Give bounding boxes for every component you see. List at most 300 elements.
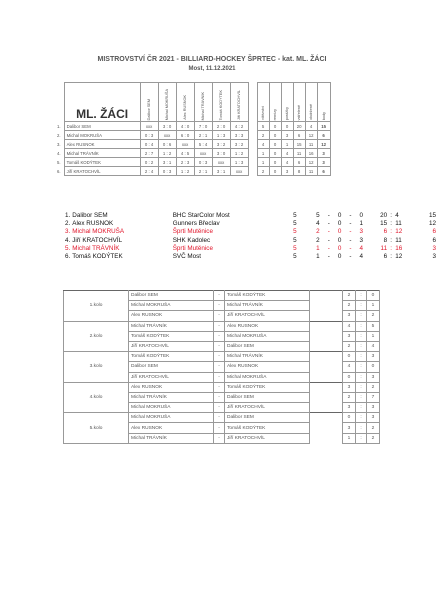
standings-goals-against: 11 [395, 236, 402, 244]
cross-result-cell: 2 : 7 [140, 149, 158, 158]
cross-gap [248, 122, 257, 131]
cross-result-cell: xxx [230, 167, 248, 176]
cross-stat-cell: 4 [281, 158, 293, 167]
standings-row [56, 236, 436, 244]
standings-dash: - [349, 211, 352, 219]
cross-col-head-text: Alex RUSNOK [183, 95, 188, 120]
standings-draws: 0 [337, 236, 342, 244]
cross-result-cell: 4 : 2 [230, 122, 248, 131]
cross-row-number: 3. [57, 141, 61, 147]
cross-stat-head-text: remízy [273, 108, 278, 120]
standings-row [56, 252, 436, 260]
match-dash: - [214, 291, 225, 301]
match-score-home: 1 [343, 433, 356, 443]
match-score-separator: : [356, 382, 367, 392]
match-score-separator: : [356, 362, 367, 372]
standings-goals-against: 12 [395, 228, 403, 236]
cross-col-head-text: Jiří KRATOCHVÍL [237, 89, 242, 120]
cross-result-cell: xxx [140, 122, 158, 131]
match-score-away: 0 [367, 362, 380, 372]
match-player-home: Dalibor SEM [129, 291, 214, 301]
match-spacer [310, 321, 343, 331]
match-spacer [310, 311, 343, 321]
standings-team: Šprti Mutěnice [172, 228, 213, 236]
cross-result-cell: 1 : 3 [212, 131, 230, 140]
cross-result-cell: 1 : 2 [230, 149, 248, 158]
standings-colon: : [390, 244, 393, 252]
cross-result-cell: 0 : 4 [140, 140, 158, 149]
cross-stat-cell: 12 [305, 158, 317, 167]
standings-goals-for: 15 [380, 219, 388, 227]
match-dash: - [214, 362, 225, 372]
match-score-home: 3 [343, 331, 356, 341]
match-score-separator: : [356, 423, 367, 433]
standings-losses: 0 [359, 211, 364, 219]
cross-row-number: 5. [57, 159, 61, 165]
cross-stat-cell: 0 [269, 131, 281, 140]
match-player-home: Dalibor SEM [129, 362, 214, 372]
cross-row [56, 140, 330, 149]
cross-result-cell: 1 : 2 [158, 149, 176, 158]
standings-dash: - [349, 244, 352, 252]
match-score-away: 2 [367, 382, 380, 392]
match-score-home: 3 [343, 423, 356, 433]
round-label: 3.kolo [64, 352, 129, 383]
standings-losses: 3 [359, 228, 364, 236]
standings-games: 5 [293, 253, 297, 261]
cross-result-cell: 7 : 0 [194, 122, 212, 131]
cross-row-number: 1. [57, 123, 61, 129]
match-score-separator: : [356, 291, 367, 301]
cross-stat-head [293, 83, 305, 122]
schedule-row [64, 382, 380, 392]
match-score-separator: : [356, 352, 367, 362]
match-score-separator: : [356, 341, 367, 351]
match-spacer [310, 423, 343, 433]
standings-colon: : [390, 211, 393, 219]
match-player-away: Alex RUSNOK [225, 321, 310, 331]
standings-dash: - [327, 211, 330, 219]
cross-result-cell: xxx [194, 149, 212, 158]
cross-result-cell: 4 : 0 [176, 122, 194, 131]
cross-row [56, 131, 330, 140]
standings-dash: - [327, 236, 330, 244]
cross-stat-head [305, 83, 317, 122]
cross-gap [248, 158, 257, 167]
match-player-away: Jiří KRATOCHVÍL [225, 311, 310, 321]
match-dash: - [214, 321, 225, 331]
match-score-away: 1 [367, 301, 380, 311]
standings-row [56, 219, 436, 227]
standings-dash: - [327, 244, 330, 252]
match-score-away: 3 [367, 372, 380, 382]
standings-team: BHC StarColor Most [172, 211, 230, 219]
match-player-away: Tomáš KODÝTEK [225, 423, 310, 433]
cross-stat-head-text: body [321, 111, 326, 120]
cross-stat-cell: 20 [293, 122, 305, 131]
cross-stat-cell: 1 [257, 158, 269, 167]
match-player-away: Tomáš KODÝTEK [225, 382, 310, 392]
cross-result-cell: 2 : 0 [212, 122, 230, 131]
match-score-separator: : [356, 413, 367, 423]
standings-dash: - [349, 253, 352, 261]
cross-result-cell: 6 : 0 [176, 131, 194, 140]
standings-name: Michal MOKRUŠA [72, 228, 125, 236]
match-score-separator: : [356, 403, 367, 413]
standings-points: 12 [428, 219, 436, 227]
cross-result-cell: 3 : 3 [230, 131, 248, 140]
cross-stat-cell: 16 [305, 149, 317, 158]
standings-rank: 5. [65, 244, 71, 252]
match-spacer [310, 413, 343, 423]
match-spacer [310, 433, 343, 443]
match-score-away: 3 [367, 413, 380, 423]
match-spacer [310, 301, 343, 311]
standings-colon: : [390, 253, 393, 261]
cross-stat-head [317, 83, 330, 122]
match-player-away: Michal TRÁVNÍK [225, 301, 310, 311]
match-dash: - [214, 423, 225, 433]
cross-stat-cell: 11 [293, 149, 305, 158]
match-dash: - [214, 392, 225, 402]
match-score-home: 0 [343, 352, 356, 362]
match-score-home: 4 [343, 362, 356, 372]
standings-table [56, 211, 436, 261]
match-spacer [310, 331, 343, 341]
cross-result-cell: 5 : 4 [194, 140, 212, 149]
cross-gap [248, 149, 257, 158]
match-score-away: 0 [367, 291, 380, 301]
cross-result-cell: 0 : 3 [194, 158, 212, 167]
cross-stat-cell: 4 [257, 140, 269, 149]
match-player-home: Alex RUSNOK [129, 423, 214, 433]
standings-losses: 1 [359, 219, 364, 227]
match-score-away: 3 [367, 352, 380, 362]
match-dash: - [214, 341, 225, 351]
standings-colon: : [390, 228, 393, 236]
cross-result-cell: 3 : 0 [212, 149, 230, 158]
match-dash: - [214, 413, 225, 423]
match-player-home: Tomáš KODÝTEK [129, 331, 214, 341]
standings-games: 5 [293, 219, 297, 227]
match-spacer [310, 291, 343, 301]
cross-stat-cell: 2 [257, 167, 269, 176]
cross-result-cell: 2 : 3 [176, 158, 194, 167]
standings-points: 6 [432, 228, 436, 236]
match-player-home: Michal TRÁVNÍK [129, 321, 214, 331]
cross-table [56, 82, 331, 176]
match-dash: - [214, 301, 225, 311]
cross-result-cell: 3 : 1 [158, 158, 176, 167]
cross-stat-cell: 6 [293, 158, 305, 167]
cross-result-cell: xxx [176, 140, 194, 149]
cross-gap [248, 83, 257, 122]
match-score-home: 0 [343, 372, 356, 382]
match-player-away: Dalibor SEM [225, 392, 310, 402]
match-score-separator: : [356, 321, 367, 331]
cross-stat-cell: 11 [305, 167, 317, 176]
match-player-away: Dalibor SEM [225, 413, 310, 423]
cross-stat-cell: 8 [293, 167, 305, 176]
standings-colon: : [390, 236, 393, 244]
standings-rank: 3. [65, 228, 71, 236]
cross-col-head-text: Dalibor SEM [147, 98, 152, 120]
match-score-home: 3 [343, 311, 356, 321]
match-player-home: Michal MOKRUŠA [129, 403, 214, 413]
cross-result-cell: 0 : 3 [140, 131, 158, 140]
standings-name: Dalibor SEM [72, 211, 108, 219]
match-score-home: 3 [343, 382, 356, 392]
cross-stat-cell: 6 [317, 167, 330, 176]
standings-losses: 4 [359, 244, 364, 252]
page-title: MISTROVSTVÍ ČR 2021 - BILLIARD-HOCKEY ŠPRTEC - kat. ML. ŽÁCI [97, 56, 327, 63]
standings-rank: 2. [65, 219, 71, 227]
cross-stat-cell: 11 [305, 140, 317, 149]
cross-col-head-text: Tomáš KODÝTEK [219, 89, 224, 120]
match-score-away: 5 [367, 321, 380, 331]
match-spacer [310, 382, 343, 392]
cross-stat-cell: 0 [281, 122, 293, 131]
standings-dash: - [327, 253, 330, 261]
cross-stat-cell: 15 [317, 122, 330, 131]
cross-row-name: Michal MOKRUŠA [64, 131, 140, 140]
match-score-home: 2 [343, 291, 356, 301]
match-dash: - [214, 382, 225, 392]
cross-row-name: Dalibor SEM [64, 122, 140, 131]
cross-stat-cell: 0 [269, 122, 281, 131]
match-spacer [310, 403, 343, 413]
cross-result-cell: 4 : 5 [176, 149, 194, 158]
standings-games: 5 [293, 236, 297, 244]
cross-stat-cell: 1 [281, 140, 293, 149]
match-player-away: Michal TRÁVNÍK [225, 352, 310, 362]
standings-games: 5 [293, 228, 297, 236]
match-score-home: 3 [343, 403, 356, 413]
match-score-home: 4 [343, 321, 356, 331]
cross-result-cell: 3 : 1 [212, 167, 230, 176]
cross-stat-head [281, 83, 293, 122]
cross-col-head-text: Michal MOKRUŠA [165, 88, 170, 120]
round-label: 1.kolo [64, 291, 129, 322]
cross-result-cell: 2 : 1 [194, 167, 212, 176]
match-score-away: 4 [367, 341, 380, 351]
cross-col-head [230, 83, 248, 122]
match-score-separator: : [356, 433, 367, 443]
match-score-away: 7 [367, 392, 380, 402]
cross-result-cell: xxx [158, 131, 176, 140]
match-score-home: 2 [343, 392, 356, 402]
cross-stat-cell: 3 [317, 158, 330, 167]
cross-stat-cell: 0 [269, 140, 281, 149]
standings-losses: 3 [359, 236, 364, 244]
standings-goals-for: 6 [383, 253, 388, 261]
standings-team: SVČ Most [172, 253, 202, 261]
cross-result-cell: xxx [212, 158, 230, 167]
standings-goals-for: 20 [380, 211, 388, 219]
match-spacer [310, 372, 343, 382]
cross-row-name: Michal TRÁVNÍK [64, 149, 140, 158]
cross-table-label: ML. ŽÁCI [64, 83, 140, 122]
cross-stat-cell: 2 [257, 131, 269, 140]
cross-row-number: 6. [57, 168, 61, 174]
match-dash: - [214, 352, 225, 362]
cross-stat-cell: 15 [293, 140, 305, 149]
standings-row [56, 228, 436, 236]
match-player-home: Tomáš KODÝTEK [129, 352, 214, 362]
standings-wins: 2 [316, 236, 320, 244]
match-player-home: Jiří KRATOCHVÍL [129, 341, 214, 351]
standings-dash: - [349, 219, 352, 227]
standings-games: 5 [293, 244, 297, 252]
cross-result-cell: 3 : 2 [230, 140, 248, 149]
round-label: 5.kolo [64, 413, 129, 444]
cross-stat-cell: 3 [317, 149, 330, 158]
match-spacer [310, 352, 343, 362]
match-dash: - [214, 433, 225, 443]
match-score-separator: : [356, 331, 367, 341]
match-player-home: Michal MOKRUŠA [129, 413, 214, 423]
standings-dash: - [327, 219, 330, 227]
match-score-away: 2 [367, 311, 380, 321]
standings-dash: - [327, 228, 330, 236]
page-subtitle: Most, 11.12.2021 [188, 66, 236, 72]
cross-stat-cell: 4 [305, 122, 317, 131]
match-player-away: Michal MOKRUŠA [225, 372, 310, 382]
match-dash: - [214, 311, 225, 321]
match-player-away: Tomáš KODÝTEK [225, 291, 310, 301]
schedule-row [64, 321, 380, 331]
round-label: 2.kolo [64, 321, 129, 352]
match-spacer [310, 341, 343, 351]
cross-result-cell: 1 : 3 [230, 158, 248, 167]
cross-stat-cell: 0 [269, 167, 281, 176]
cross-stat-head-text: vstřelené [297, 104, 302, 120]
match-dash: - [214, 403, 225, 413]
cross-stat-head-text: vítězství [261, 106, 266, 120]
standings-name: Michal TRÁVNÍK [72, 244, 120, 252]
match-score-separator: : [356, 392, 367, 402]
standings-losses: 4 [359, 253, 364, 261]
cross-stat-head [269, 83, 281, 122]
standings-points: 6 [432, 236, 436, 244]
cross-result-cell: 1 : 2 [176, 167, 194, 176]
match-player-away: Alex RUSNOK [225, 362, 310, 372]
standings-draws: 0 [337, 211, 342, 219]
cross-row [56, 158, 330, 167]
standings-draws: 0 [337, 219, 342, 227]
standings-wins: 4 [316, 219, 320, 227]
cross-gap [248, 167, 257, 176]
cross-result-cell: 3 : 2 [212, 140, 230, 149]
cross-row-number: 2. [57, 132, 61, 138]
cross-col-head [176, 83, 194, 122]
standings-team: SHK Kadolec [172, 236, 211, 244]
cross-result-cell: 2 : 4 [140, 167, 158, 176]
cross-result-cell: 0 : 3 [158, 167, 176, 176]
match-player-home: Michal TRÁVNÍK [129, 392, 214, 402]
cross-row-name: Tomáš KODÝTEK [64, 158, 140, 167]
cross-stat-cell: 0 [269, 149, 281, 158]
standings-team: Gunners Břeclav [172, 219, 220, 227]
match-player-away: Jiří KRATOCHVÍL [225, 433, 310, 443]
standings-points: 15 [428, 211, 436, 219]
match-player-home: Jiří KRATOCHVÍL [129, 372, 214, 382]
match-score-away: 3 [367, 403, 380, 413]
cross-stat-head [257, 83, 269, 122]
standings-wins: 2 [316, 228, 320, 236]
match-score-separator: : [356, 311, 367, 321]
cross-col-head [140, 83, 158, 122]
standings-draws: 0 [337, 253, 342, 261]
standings-name: Tomáš KODÝTEK [72, 253, 123, 261]
standings-row [56, 211, 436, 219]
cross-row [56, 149, 330, 158]
match-player-away: Dalibor SEM [225, 341, 310, 351]
standings-wins: 1 [316, 253, 320, 261]
match-score-separator: : [356, 301, 367, 311]
standings-rank: 6. [65, 253, 71, 261]
schedule-row [64, 413, 380, 423]
cross-stat-cell: 4 [281, 149, 293, 158]
cross-row-name: Alex RUSNOK [64, 140, 140, 149]
match-spacer [310, 362, 343, 372]
schedule-table [63, 290, 380, 444]
match-player-home: Alex RUSNOK [129, 311, 214, 321]
cross-col-head-text: Michal TRÁVNÍK [201, 91, 206, 120]
standings-draws: 0 [337, 228, 342, 236]
cross-stat-cell: 1 [257, 149, 269, 158]
standings-goals-against: 16 [395, 244, 403, 252]
standings-goals-against: 12 [395, 253, 403, 261]
cross-row-name: Jiří KRATOCHVÍL [64, 167, 140, 176]
cross-stat-cell: 12 [305, 131, 317, 140]
match-score-home: 2 [343, 301, 356, 311]
standings-name: Jiří KRATOCHVÍL [72, 236, 123, 244]
cross-stat-head-text: obdržené [309, 104, 314, 120]
standings-draws: 0 [337, 244, 342, 252]
round-label: 4.kolo [64, 382, 129, 413]
cross-stat-cell: 5 [257, 122, 269, 131]
standings-dash: - [349, 228, 352, 236]
cross-result-cell: 0 : 2 [140, 158, 158, 167]
cross-row-number: 4. [57, 150, 61, 156]
cross-stat-cell: 12 [317, 140, 330, 149]
standings-goals-for: 6 [383, 228, 388, 236]
cross-stat-cell: 3 [281, 167, 293, 176]
cross-header-row [56, 83, 330, 122]
standings-games: 5 [293, 211, 297, 219]
standings-goals-against: 11 [395, 219, 402, 227]
cross-result-cell: 3 : 0 [158, 122, 176, 131]
standings-wins: 1 [316, 244, 320, 252]
standings-goals-for: 11 [380, 244, 388, 252]
schedule-row [64, 291, 380, 301]
cross-stat-cell: 3 [281, 131, 293, 140]
cross-col-head [212, 83, 230, 122]
match-player-away: Michal MOKRUŠA [225, 331, 310, 341]
match-score-separator: : [356, 372, 367, 382]
match-spacer [310, 392, 343, 402]
standings-rank: 1. [65, 211, 71, 219]
standings-goals-against: 4 [395, 211, 399, 219]
standings-wins: 5 [316, 211, 320, 219]
cross-gap [248, 140, 257, 149]
match-score-home: 2 [343, 341, 356, 351]
cross-stat-cell: 0 [269, 158, 281, 167]
cross-stat-head-text: porážky [285, 106, 290, 120]
match-player-home: Michal TRÁVNÍK [129, 433, 214, 443]
standings-name: Alex RUSNOK [72, 219, 114, 227]
